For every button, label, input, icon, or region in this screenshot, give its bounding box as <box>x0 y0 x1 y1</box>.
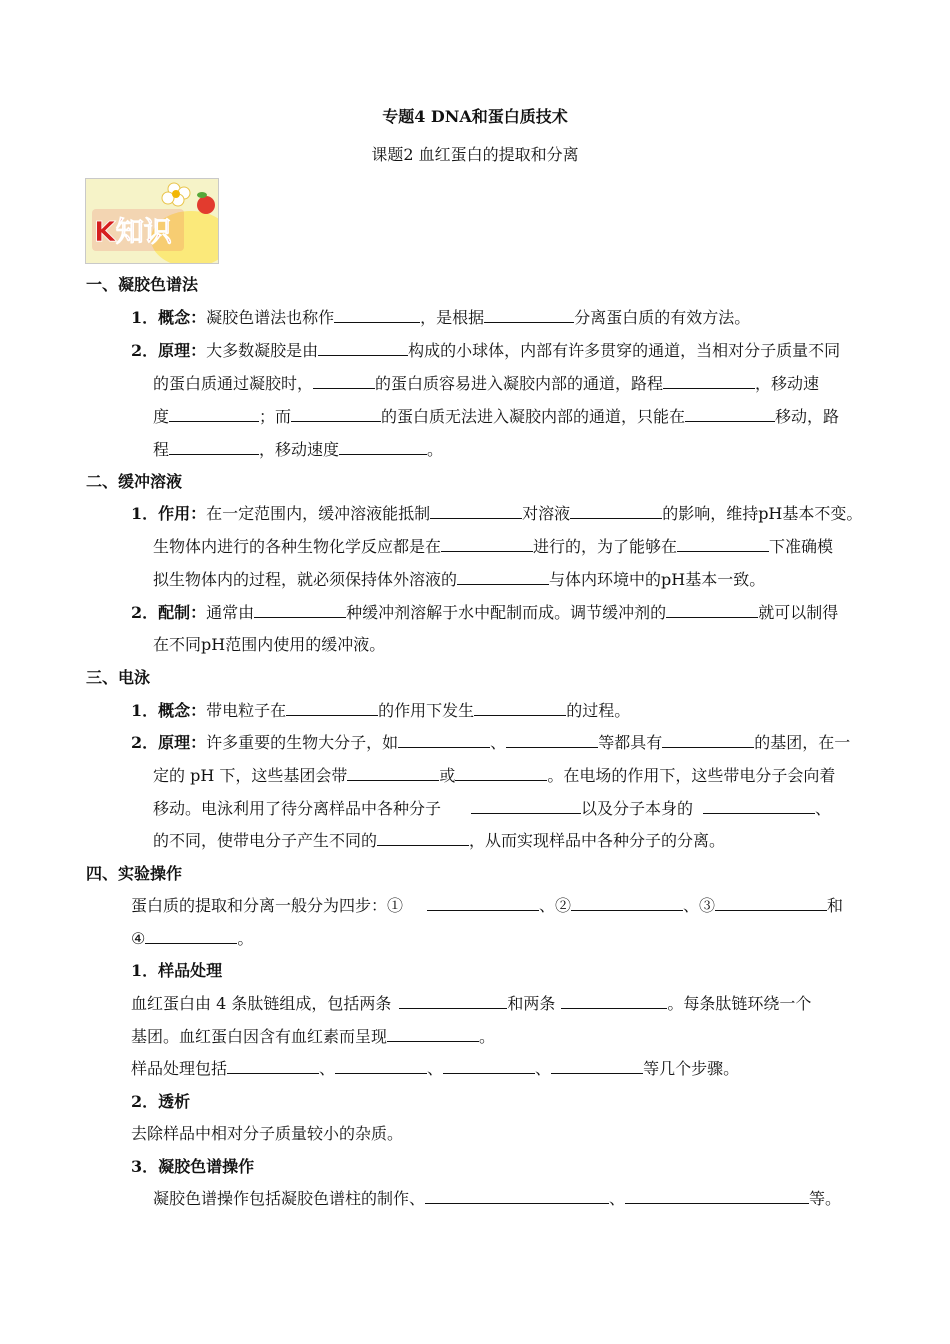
s4-sub3-text: 、 <box>609 1189 626 1208</box>
answer-blank[interactable] <box>677 536 769 552</box>
s1-p2-text: 程 <box>153 440 170 459</box>
s2-p1-text: 生物体内进行的各种生物化学反应都是在 <box>153 537 442 556</box>
s4-intro-text: 。 <box>237 929 254 948</box>
s3-p2-text: 、 <box>490 733 507 752</box>
answer-blank[interactable] <box>443 1058 535 1074</box>
answer-blank[interactable] <box>455 765 547 781</box>
s4-sub1-text: 。 <box>479 1027 496 1046</box>
s3-p1-label: 概念： <box>158 701 207 720</box>
s2-p2-text: 通常由 <box>206 603 255 622</box>
s4-sub1-text: 。每条肽链环绕一个 <box>667 994 812 1013</box>
s1-p2-text: ，移动速 <box>755 374 820 393</box>
s1-p2-text: 度 <box>153 407 170 426</box>
answer-blank[interactable] <box>666 602 758 618</box>
answer-blank[interactable] <box>169 439 259 455</box>
answer-blank[interactable] <box>715 895 827 911</box>
answer-blank[interactable] <box>318 340 408 356</box>
answer-blank[interactable] <box>571 895 683 911</box>
s4-sub1-sep: 、 <box>319 1059 336 1078</box>
s4-sub2-heading: 2．透析 <box>131 1092 191 1111</box>
answer-blank[interactable] <box>339 439 427 455</box>
answer-blank[interactable] <box>387 1026 479 1042</box>
s3-p2-text: 、 <box>815 799 832 818</box>
s3-p2-text: ，从而实现样品中各种分子的分离。 <box>469 831 726 850</box>
answer-blank[interactable] <box>662 732 754 748</box>
answer-blank[interactable] <box>347 765 439 781</box>
s1-p2-line2 <box>153 373 819 395</box>
s3-p2-text: 的基团，在一 <box>754 733 851 752</box>
s3-p2-text: 许多重要的生物大分子，如 <box>206 733 399 752</box>
s1-p2-num: 2． <box>131 341 159 360</box>
answer-blank[interactable] <box>313 373 375 389</box>
s4-sub1-sep: 、 <box>427 1059 444 1078</box>
s1-p2-text: 大多数凝胶是由 <box>206 341 319 360</box>
s1-p2-text: 。 <box>427 440 444 459</box>
s1-p1-text: ，是根据 <box>420 308 485 327</box>
s2-p1-num: 1． <box>131 504 159 523</box>
s2-p1-text: 的影响，维持pH基本不变。 <box>662 504 863 523</box>
section-heading-4: 四、实验操作 <box>86 864 183 883</box>
s3-p2-line1 <box>131 732 850 754</box>
answer-blank[interactable] <box>551 1058 643 1074</box>
s4-intro-text: 、② <box>539 896 572 915</box>
s1-p1-text: 凝胶色谱法也称作 <box>206 308 335 327</box>
answer-blank[interactable] <box>291 406 381 422</box>
s1-p2-text: 的蛋白质容易进入凝胶内部的通道，路程 <box>375 374 664 393</box>
s1-p2-line1 <box>131 340 840 362</box>
s4-sub1-text: 血红蛋白由 4 条肽链组成，包括两条 <box>131 994 392 1013</box>
s2-p1-line1 <box>131 503 862 525</box>
s2-p2-line1 <box>131 602 838 624</box>
s1-p2-text: ，移动速度 <box>259 440 340 459</box>
answer-blank[interactable] <box>254 602 346 618</box>
s2-p1-text: 对溶液 <box>522 504 571 523</box>
answer-blank[interactable] <box>425 1188 609 1204</box>
answer-blank[interactable] <box>334 307 420 323</box>
s4-sub1-line2 <box>131 1026 495 1048</box>
s3-p2-text: 定的 pH 下，这些基团会带 <box>153 766 348 785</box>
s4-sub1-sep: 、 <box>535 1059 552 1078</box>
answer-blank[interactable] <box>430 503 522 519</box>
s3-p2-line4 <box>153 830 725 852</box>
answer-blank[interactable] <box>427 895 539 911</box>
s4-intro-text: 蛋白质的提取和分离一般分为四步：① <box>131 896 404 915</box>
answer-blank[interactable] <box>145 928 237 944</box>
badge-label: K知识 <box>94 215 172 248</box>
s2-p2-num: 2． <box>131 603 159 622</box>
s2-p2-label: 配制： <box>158 603 207 622</box>
s2-p2-text: 就可以制得 <box>758 603 839 622</box>
s4-intro-line2 <box>131 928 253 950</box>
s3-p1 <box>131 700 630 722</box>
s4-intro-line1 <box>131 895 843 917</box>
s4-sub1-text: 样品处理包括 <box>131 1059 228 1078</box>
s1-p2-text: 的蛋白质通过凝胶时， <box>153 374 314 393</box>
s2-p1-line3 <box>153 569 765 591</box>
s4-sub1-heading: 1．样品处理 <box>131 961 223 980</box>
answer-blank[interactable] <box>335 1058 427 1074</box>
s3-p2-label: 原理： <box>158 733 207 752</box>
s4-sub3-heading: 3．凝胶色谱操作 <box>131 1157 255 1176</box>
answer-blank[interactable] <box>474 700 566 716</box>
page-subtitle: 课题2 血红蛋白的提取和分离 <box>371 145 579 164</box>
answer-blank[interactable] <box>441 536 533 552</box>
s1-p1-text: 分离蛋白质的有效方法。 <box>574 308 751 327</box>
s3-p1-text: 的作用下发生 <box>378 701 475 720</box>
s4-sub3-line1 <box>153 1188 841 1210</box>
s2-p1-text: 在一定范围内，缓冲溶液能抵制 <box>206 504 431 523</box>
s1-p2-text: 的蛋白质无法进入凝胶内部的通道，只能在 <box>381 407 686 426</box>
s3-p1-num: 1． <box>131 701 159 720</box>
s3-p2-line3 <box>153 798 831 820</box>
s4-sub1-line1 <box>131 993 811 1015</box>
s1-p2-line3 <box>153 406 839 428</box>
s3-p2-text: 。在电场的作用下，这些带电分子会向着 <box>547 766 836 785</box>
s3-p2-text: 移动。电泳利用了待分离样品中各种分子 <box>153 799 442 818</box>
s1-p2-text: 移动，路 <box>775 407 840 426</box>
s4-sub3-text: 凝胶色谱操作包括凝胶色谱柱的制作、 <box>153 1189 426 1208</box>
answer-blank[interactable] <box>625 1188 809 1204</box>
s3-p2-num: 2． <box>131 733 159 752</box>
answer-blank[interactable] <box>399 993 507 1009</box>
answer-blank[interactable] <box>685 406 775 422</box>
answer-blank[interactable] <box>471 798 581 814</box>
s2-p2-line2: 在不同pH范围内使用的缓冲液。 <box>153 635 386 654</box>
answer-blank[interactable] <box>561 993 667 1009</box>
answer-blank[interactable] <box>484 307 574 323</box>
s1-p2-text: ；而 <box>259 407 292 426</box>
s4-sub2-text: 去除样品中相对分子质量较小的杂质。 <box>131 1124 404 1143</box>
answer-blank[interactable] <box>457 569 549 585</box>
section-heading-3: 三、电泳 <box>86 668 151 687</box>
s1-p2-line4 <box>153 439 443 461</box>
s3-p2-text: 以及分子本身的 <box>581 799 694 818</box>
s4-intro-text: 和 <box>827 896 844 915</box>
s4-sub1-text: 等几个步骤。 <box>643 1059 740 1078</box>
s1-p1-label: 概念： <box>158 308 207 327</box>
s4-sub1-line3 <box>131 1058 739 1080</box>
section-heading-1: 一、凝胶色谱法 <box>86 275 199 294</box>
s4-sub3-text: 等。 <box>809 1189 842 1208</box>
answer-blank[interactable] <box>398 732 490 748</box>
s3-p2-text: 等都具有 <box>598 733 663 752</box>
s2-p1-text: 与体内环境中的pH基本一致。 <box>549 570 766 589</box>
s4-sub1-text: 基团。血红蛋白因含有血红素而呈现 <box>131 1027 388 1046</box>
s3-p2-text: 的不同，使带电分子产生不同的 <box>153 831 378 850</box>
section-heading-2: 二、缓冲溶液 <box>86 472 183 491</box>
s4-sub1-text: 和两条 <box>507 994 556 1013</box>
answer-blank[interactable] <box>703 798 815 814</box>
s1-p1-num: 1． <box>131 308 159 327</box>
answer-blank[interactable] <box>663 373 755 389</box>
s3-p2-line2 <box>153 765 835 787</box>
answer-blank[interactable] <box>506 732 598 748</box>
s1-p1 <box>131 307 750 329</box>
s4-intro-text: 、③ <box>683 896 716 915</box>
badge-art <box>86 179 219 264</box>
knowledge-badge <box>85 178 219 264</box>
apple-icon <box>197 196 215 214</box>
s2-p2-text: 种缓冲剂溶解于水中配制而成。调节缓冲剂的 <box>346 603 667 622</box>
s1-p2-label: 原理： <box>158 341 207 360</box>
s3-p1-text: 的过程。 <box>566 701 631 720</box>
s2-p1-line2 <box>153 536 833 558</box>
s1-p2-text: 构成的小球体，内部有许多贯穿的通道，当相对分子质量不同 <box>408 341 841 360</box>
s2-p1-text: 拟生物体内的过程，就必须保持体外溶液的 <box>153 570 458 589</box>
s3-p2-text: 或 <box>439 766 456 785</box>
answer-blank[interactable] <box>377 830 469 846</box>
page-title: 专题4 DNA和蛋白质技术 <box>382 107 568 126</box>
answer-blank[interactable] <box>227 1058 319 1074</box>
answer-blank[interactable] <box>169 406 259 422</box>
s2-p1-label: 作用： <box>158 504 207 523</box>
flower-icon <box>162 183 190 206</box>
s2-p1-text: 下准确模 <box>769 537 834 556</box>
answer-blank[interactable] <box>286 700 378 716</box>
answer-blank[interactable] <box>570 503 662 519</box>
s3-p1-text: 带电粒子在 <box>206 701 287 720</box>
s4-intro-text: ④ <box>131 929 146 948</box>
s2-p1-text: 进行的，为了能够在 <box>533 537 678 556</box>
